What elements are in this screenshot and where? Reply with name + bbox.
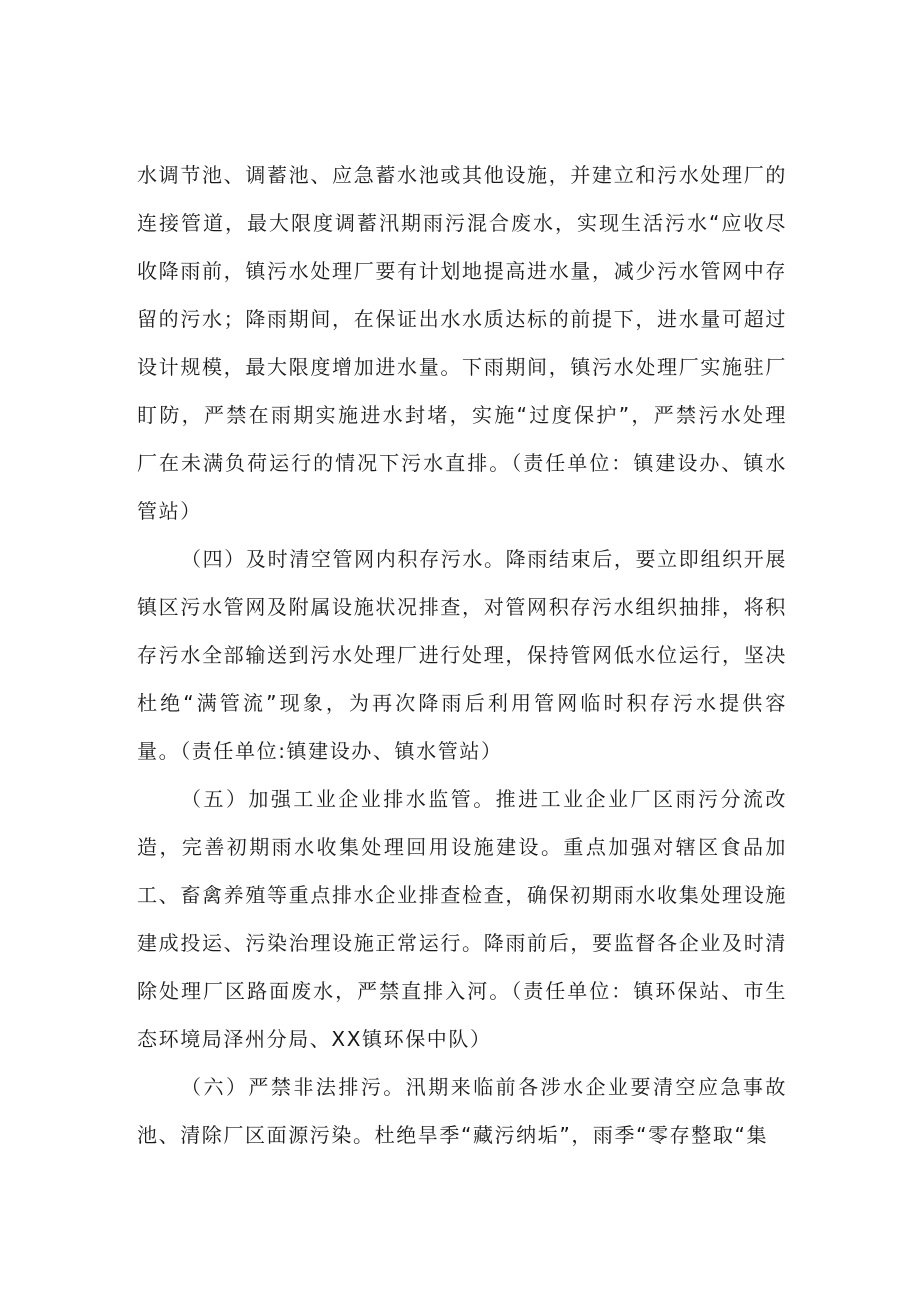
paragraph-section-6: （六）严禁非法排污。汛期来临前各涉水企业要清空应急事故池、清除厂区面源污染。杜绝旱季“藏污纳垢”，雨季“零存整取“集 [137,1075,787,1147]
document-body [137,151,787,1159]
paragraph-section-4: （四）及时清空管网内积存污水。降雨结束后，要立即组织开展镇区污水管网及附属设施状况排查，对管网积存污水组织抽排，将积存污水全部输送到污水处理厂进行处理，保持管网低水位运行，坚决杜绝“满管流”现象，为再次降雨后利用管网临时积存污水提供容量。（责任单位:镇建设办、镇水管站） [137,547,787,763]
paragraph-continuation: 水调节池、调蓄池、应急蓄水池或其他设施，并建立和污水处理厂的连接管道，最大限度调蓄汛期雨污混合废水，实现生活污水“应收尽收降雨前，镇污水处理厂要有计划地提高进水量，减少污水管网中存留的污水；降雨期间，在保证出水水质达标的前提下，进水量可超过设计规模，最大限度增加进水量。下雨期间，镇污水处理厂实施驻厂盯防，严禁在雨期实施进水封堵，实施“过度保护”，严禁污水处理厂在未满负荷运行的情况下污水直排。（责任单位：镇建设办、镇水管站） [137,163,787,523]
paragraph-section-5: （五）加强工业企业排水监管。推进工业企业厂区雨污分流改造，完善初期雨水收集处理回用设施建设。重点加强对辖区食品加工、畜禽养殖等重点排水企业排查检查，确保初期雨水收集处理设施建成投运、污染治理设施正常运行。降雨前后，要监督各企业及时清除处理厂区路面废水，严禁直排入河。（责任单位：镇环保站、市生态环境局泽州分局、XX镇环保中队） [137,787,787,1051]
